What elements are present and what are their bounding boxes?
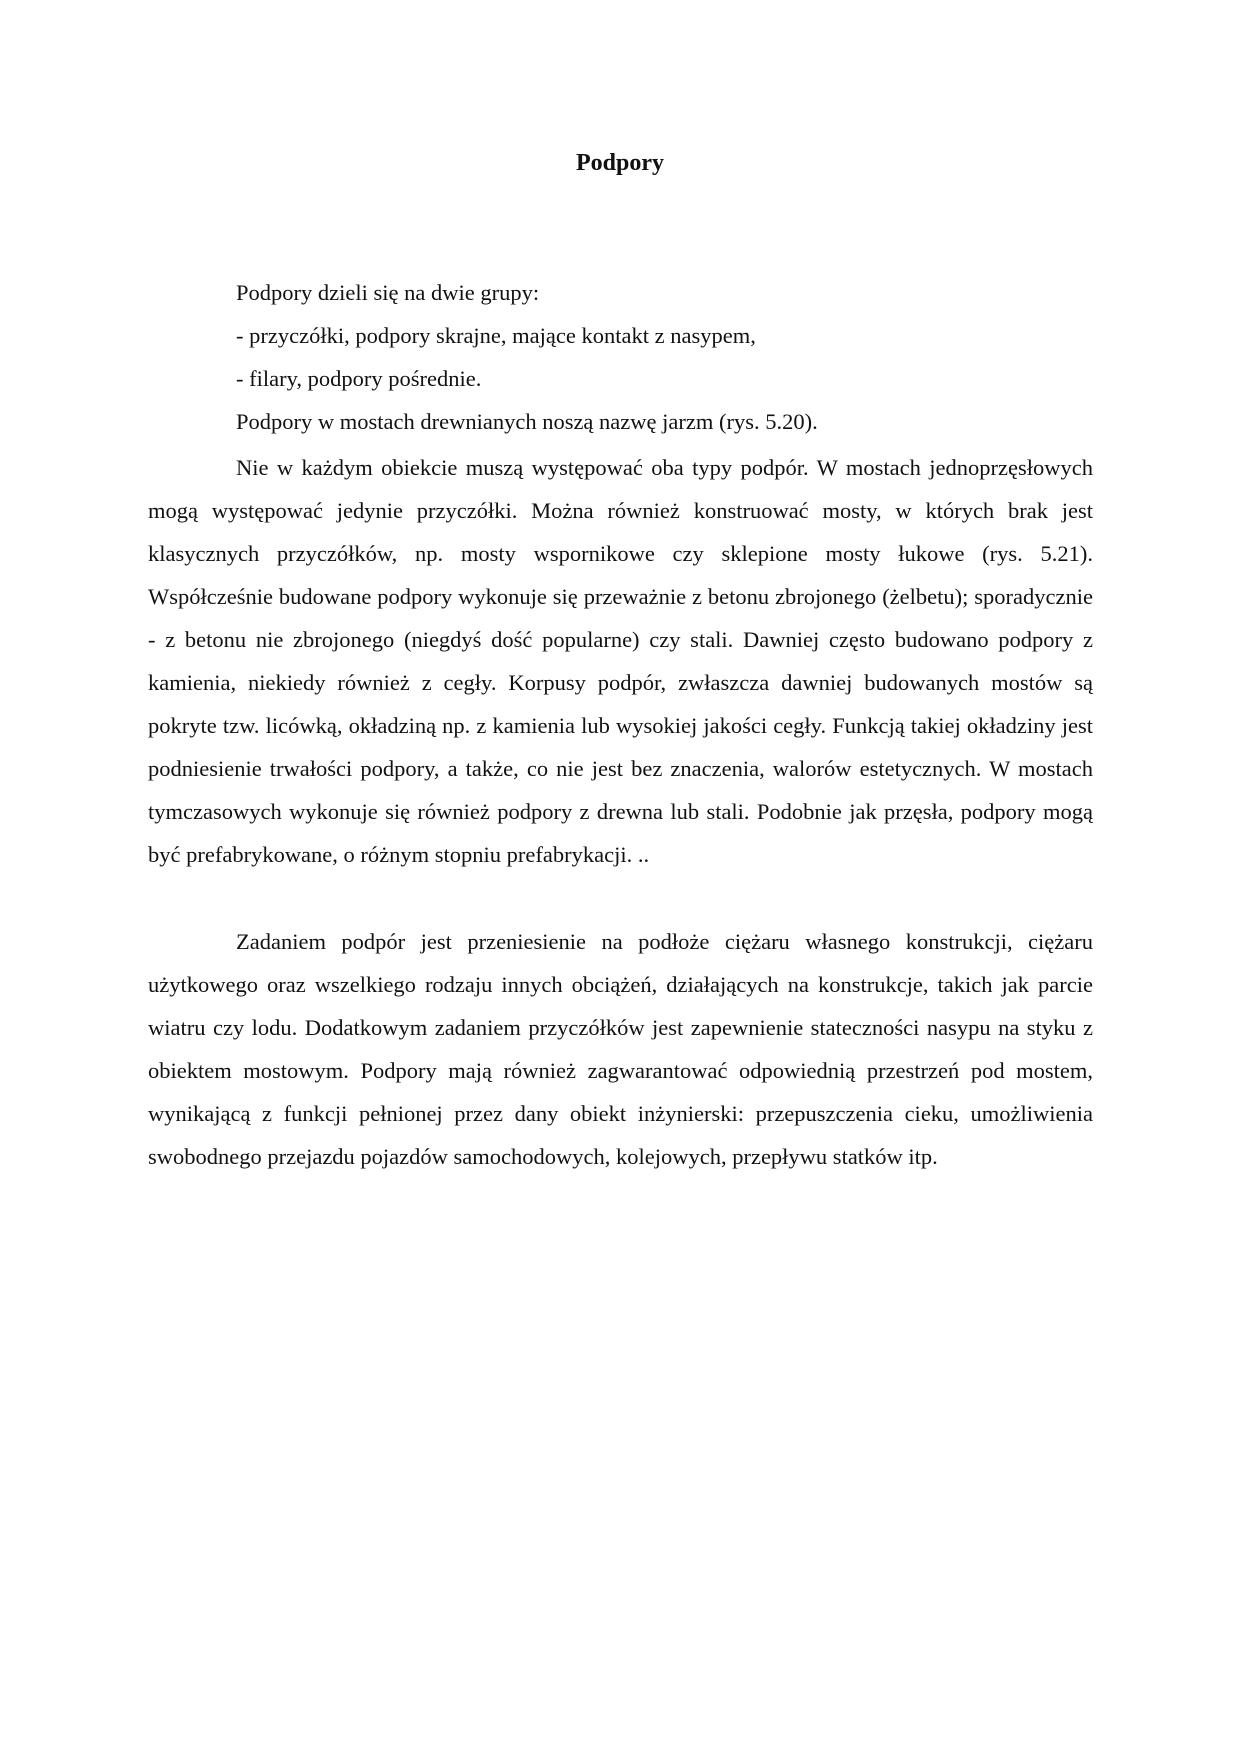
page-title: Podpory: [575, 150, 664, 176]
intro-line: Podpory dzieli się na dwie grupy:: [236, 280, 540, 305]
paragraph-support-function: Zadaniem podpór jest przeniesienie na podłoże ciężaru własnego konstrukcji, ciężaru użytkowego oraz wszelkiego rodzaju innych obciążeń, działających na konstrukcje, takich jak parcie wiatru czy lodu. Dodatkowym zadaniem przyczółków jest zapewnienie stateczności nasypu na styku z obiektem mostowym. Podpory mają również zagwarantować odpowiednią przestrzeń pod mostem, wynikającą z funkcji pełnionej przez dany obiekt inżynierski: przepuszczenia cieku, umożliwienia swobodnego przejazdu pojazdów samochodowych, kolejowych, przepływu statków itp.: [148, 929, 1093, 1169]
intro-line: - filary, podpory pośrednie.: [236, 366, 482, 391]
intro-list: [148, 278, 1093, 450]
paragraph-support-types: Nie w każdym obiekcie muszą występować oba typy podpór. W mostach jednoprzęsłowych mogą występować jedynie przyczółki. Można również konstruować mosty, w których brak jest klasycznych przyczółków, np. mosty wspornikowe czy sklepione mosty łukowe (rys. 5.21). Współcześnie budowane podpory wykonuje się przeważnie z betonu zbrojonego (żelbetu); sporadycznie - z betonu nie zbrojonego (niegdyś dość popularne) czy stali. Dawniej często budowano podpory z kamienia, niekiedy również z cegły. Korpusy podpór, zwłaszcza dawniej budowanych mostów są pokryte tzw. licówką, okładziną np. z kamienia lub wysokiej jakości cegły. Funkcją takiej okładziny jest podniesienie trwałości podpory, a także, co nie jest bez znaczenia, walorów estetycznych. W mostach tymczasowych wykonuje się również podpory z drewna lub stali. Podobnie jak przęsła, podpory mogą być prefabrykowane, o różnym stopniu prefabrykacji. ..: [148, 455, 1093, 867]
intro-line: - przyczółki, podpory skrajne, mające kontakt z nasypem,: [236, 323, 756, 348]
intro-line: Podpory w mostach drewnianych noszą nazwę jarzm (rys. 5.20).: [236, 409, 818, 434]
